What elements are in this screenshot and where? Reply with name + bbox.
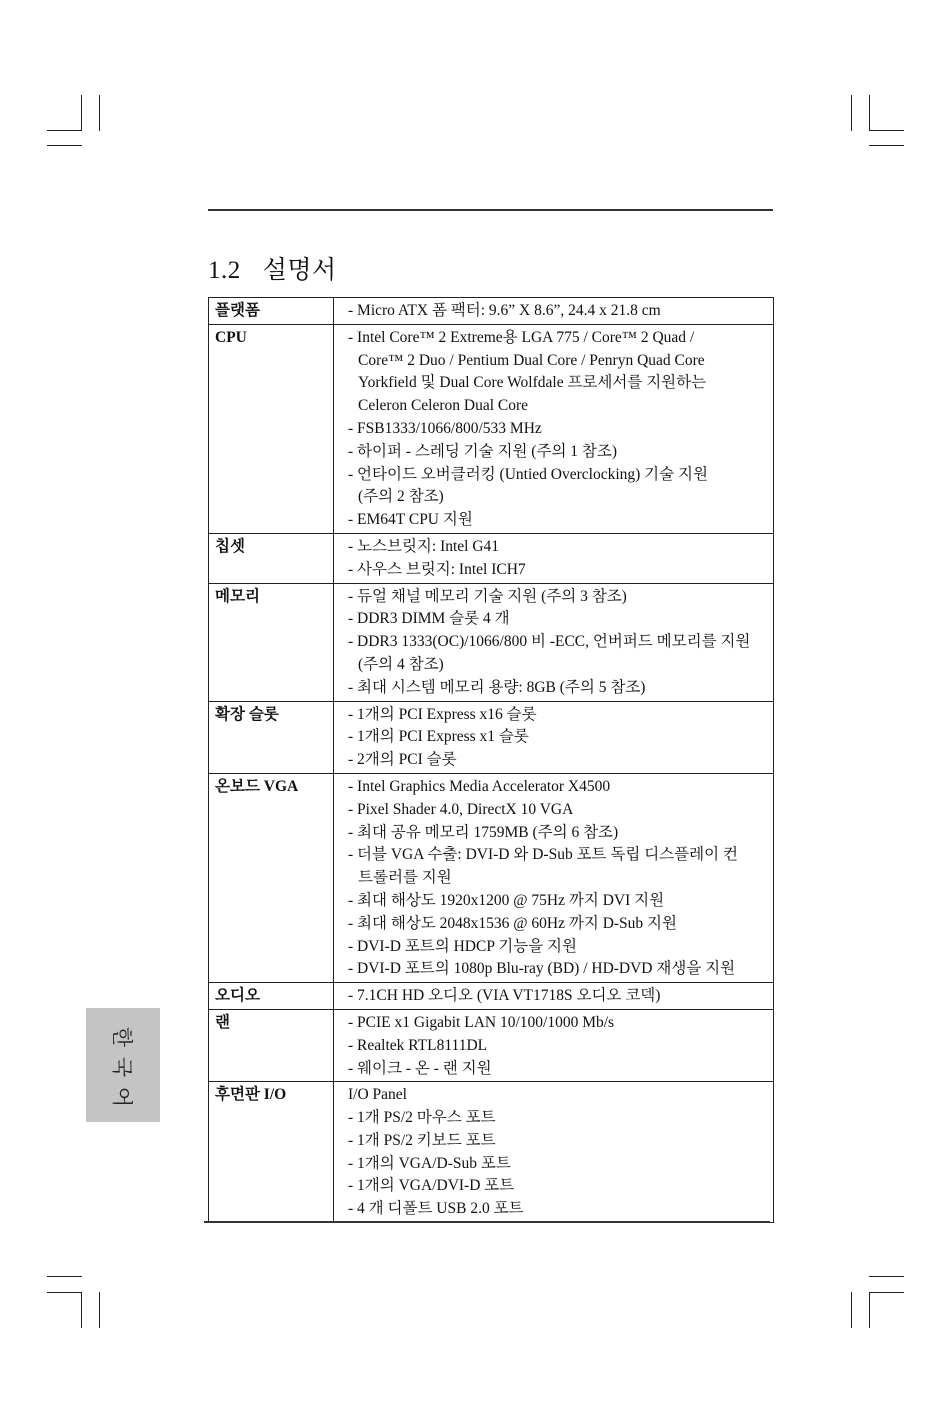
spec-line: - 1개 PS/2 키보드 포트 (348, 1131, 496, 1149)
spec-label: 오디오 (209, 983, 334, 1010)
spec-line: - Micro ATX 폼 팩터: 9.6” X 8.6”, 24.4 x 21.8 cm (348, 302, 661, 319)
spec-line: - 1개의 VGA/D-Sub 포트 (348, 1154, 511, 1172)
crop-mark (869, 1292, 870, 1328)
crop-mark (81, 95, 82, 131)
spec-row (209, 983, 774, 1010)
spec-line: 트롤러를 지원 (358, 869, 452, 887)
spec-line: - 1개의 VGA/DVI-D 포트 (348, 1177, 515, 1195)
spec-values (334, 298, 774, 325)
crop-mark (869, 145, 904, 146)
language-side-tab (86, 1008, 160, 1122)
spec-line: - Intel Core™ 2 Extreme용 LGA 775 / Core™ 2 Quad / (348, 328, 695, 346)
crop-mark (851, 1292, 852, 1328)
spec-label: 메모리 (209, 583, 334, 701)
spec-line: - EM64T CPU 지원 (348, 511, 473, 529)
spec-line: - 언타이드 오버클러킹 (Untied Overclocking) 기술 지원 (348, 465, 708, 483)
spec-line: - Pixel Shader 4.0, DirectX 10 VGA (348, 800, 574, 818)
spec-values (334, 1009, 774, 1081)
spec-row (209, 773, 774, 982)
spec-table (208, 297, 774, 1223)
spec-label: 온보드 VGA (209, 773, 334, 982)
spec-line: - 사우스 브릿지: Intel ICH7 (348, 560, 526, 578)
spec-line: - 1개 PS/2 마우스 포트 (348, 1109, 496, 1127)
header-rule (208, 209, 773, 211)
spec-line: - 1개의 PCI Express x1 슬롯 (348, 728, 529, 746)
footer-rule (204, 1221, 770, 1223)
spec-row (209, 324, 774, 533)
spec-line: - DDR3 1333(OC)/1066/800 비 -ECC, 언버퍼드 메모리를 지원 (348, 633, 751, 651)
spec-values (334, 773, 774, 982)
spec-line: - 노스브릿지: Intel G41 (348, 537, 500, 555)
spec-values (334, 583, 774, 701)
spec-line: - DDR3 DIMM 슬롯 4 개 (348, 610, 510, 628)
crop-mark (869, 130, 904, 131)
spec-label: CPU (209, 324, 334, 533)
side-tab-char: 어 (110, 1086, 134, 1108)
spec-table-body (209, 298, 774, 1223)
spec-line: - 2개의 PCI 슬롯 (348, 751, 457, 769)
spec-line: - 최대 공유 메모리 1759MB (주의 6 참조) (348, 823, 619, 841)
spec-line: - 하이퍼 - 스레딩 기술 지원 (주의 1 참조) (348, 442, 618, 460)
crop-mark (81, 1292, 82, 1328)
crop-mark (47, 1276, 82, 1277)
section-number: 1.2 (208, 257, 241, 284)
spec-values (334, 533, 774, 583)
crop-mark (869, 1276, 904, 1277)
spec-values (334, 324, 774, 533)
spec-line: - DVI-D 포트의 1080p Blu-ray (BD) / HD-DVD 재생을 지원 (348, 960, 736, 978)
spec-line: - 더블 VGA 수출: DVI-D 와 D-Sub 포트 독립 디스플레이 컨 (348, 846, 738, 864)
spec-line: - 최대 해상도 1920x1200 @ 75Hz 까지 DVI 지원 (348, 891, 665, 909)
side-tab-char: 한 (110, 1026, 134, 1048)
spec-line: - DVI-D 포트의 HDCP 기능을 지원 (348, 937, 577, 955)
spec-row (209, 1082, 774, 1223)
spec-values (334, 701, 774, 773)
crop-mark (47, 1292, 82, 1293)
spec-line: Celeron Celeron Dual Core (358, 397, 529, 415)
spec-line: - 4 개 디폴트 USB 2.0 포트 (348, 1200, 524, 1218)
spec-line: - PCIE x1 Gigabit LAN 10/100/1000 Mb/s (348, 1013, 615, 1031)
spec-line: - 7.1CH HD 오디오 (VIA VT1718S 오디오 코덱) (348, 987, 661, 1005)
crop-mark (869, 1292, 904, 1293)
spec-line: - FSB1333/1066/800/533 MHz (348, 419, 542, 437)
side-tab-char: 국 (110, 1056, 134, 1078)
spec-line: Yorkfield 및 Dual Core Wolfdale 프로세서를 지원하는 (358, 374, 707, 392)
spec-label: 확장 슬롯 (209, 701, 334, 773)
spec-line: (주의 2 참조) (358, 488, 444, 506)
spec-label: 칩셋 (209, 533, 334, 583)
crop-mark (99, 95, 100, 131)
spec-row (209, 701, 774, 773)
spec-line: - Realtek RTL8111DL (348, 1036, 488, 1054)
spec-line: - 1개의 PCI Express x16 슬롯 (348, 705, 537, 723)
spec-line: - 웨이크 - 온 - 랜 지원 (348, 1059, 492, 1077)
spec-values (334, 983, 774, 1010)
spec-values (334, 1082, 774, 1223)
crop-mark (47, 130, 82, 131)
spec-line: (주의 4 참조) (358, 655, 444, 673)
spec-row (209, 298, 774, 325)
spec-row (209, 583, 774, 701)
spec-line: I/O Panel (348, 1086, 407, 1104)
spec-line: Core™ 2 Duo / Pentium Dual Core / Penryn Quad Core (358, 351, 705, 369)
spec-label: 랜 (209, 1009, 334, 1081)
section-title (208, 250, 337, 286)
crop-mark (47, 145, 82, 146)
crop-mark (99, 1292, 100, 1328)
spec-line: - 듀얼 채널 메모리 기술 지원 (주의 3 참조) (348, 587, 627, 605)
spec-line: - Intel Graphics Media Accelerator X4500 (348, 777, 611, 795)
spec-line: - 최대 시스템 메모리 용량: 8GB (주의 5 참조) (348, 678, 646, 696)
spec-label: 후면판 I/O (209, 1082, 334, 1223)
crop-mark (851, 95, 852, 131)
spec-row (209, 533, 774, 583)
section-heading: 설명서 (262, 257, 337, 284)
crop-mark (869, 95, 870, 131)
spec-row (209, 1009, 774, 1081)
spec-line: - 최대 해상도 2048x1536 @ 60Hz 까지 D-Sub 지원 (348, 914, 677, 932)
spec-label: 플랫폼 (209, 298, 334, 325)
